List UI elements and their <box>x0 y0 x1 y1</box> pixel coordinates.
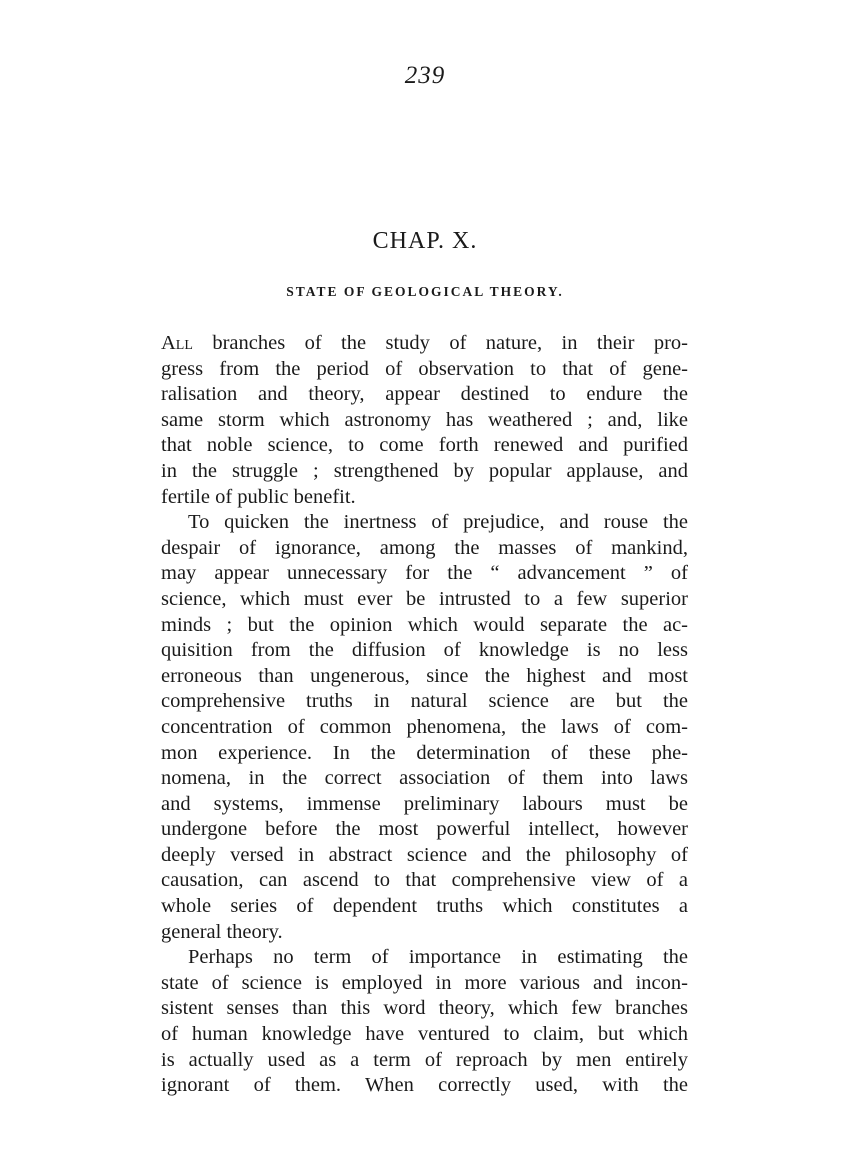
text-line: whole series of dependent truths which constitutes a <box>161 895 688 918</box>
paragraph-2 <box>161 510 688 945</box>
body-text <box>161 331 688 1099</box>
text-line: undergone before the most powerful intellect, however <box>161 818 688 841</box>
text-line: despair of ignorance, among the masses of mankind, <box>161 536 688 559</box>
drop-word: All <box>161 332 193 354</box>
text-line: Perhaps no term of importance in estimating the <box>188 946 688 969</box>
text-line: fertile of public benefit. <box>161 485 356 508</box>
text-line: To quicken the inertness of prejudice, and rouse the <box>188 511 688 534</box>
text-line: ralisation and theory, appear destined to endure the <box>161 383 688 406</box>
paragraph-3 <box>161 945 688 1099</box>
text-line: that noble science, to come forth renewed and purified <box>161 434 688 457</box>
paragraph-1 <box>161 331 688 510</box>
text-line: concentration of common phenomena, the laws of com- <box>161 715 688 738</box>
text-line: quisition from the diffusion of knowledge is no less <box>161 639 688 662</box>
text-line: general theory. <box>161 920 283 943</box>
text-line: may appear unnecessary for the “ advancement ” of <box>161 562 688 585</box>
text-line: minds ; but the opinion which would separate the ac- <box>161 613 688 636</box>
text-line: state of science is employed in more various and incon- <box>161 971 688 994</box>
text-line: nomena, in the correct association of them into laws <box>161 767 688 790</box>
text-line: comprehensive truths in natural science are but the <box>161 690 688 713</box>
chapter-title: CHAP. X. <box>372 228 478 254</box>
text-line: mon experience. In the determination of these phe- <box>161 741 688 764</box>
text-line: ignorant of them. When correctly used, with the <box>161 1074 688 1097</box>
text-line: science, which must ever be intrusted to a few superior <box>161 587 688 610</box>
line-rest: branches of the study of nature, in their pro- <box>192 332 688 354</box>
text-line: and systems, immense preliminary labours must be <box>161 792 688 815</box>
text-line: erroneous than ungenerous, since the highest and most <box>161 664 688 687</box>
text-line: in the struggle ; strengthened by popular applause, and <box>161 459 688 482</box>
text-line: is actually used as a term of reproach by men entirely <box>161 1048 688 1071</box>
chapter-subtitle: STATE OF GEOLOGICAL THEORY. <box>286 284 564 299</box>
text-line: deeply versed in abstract science and the philosophy of <box>161 843 688 866</box>
text-line: causation, can ascend to that comprehensive view of a <box>161 869 688 892</box>
text-line: of human knowledge have ventured to claim, but which <box>161 1023 688 1046</box>
text-line: sistent senses than this word theory, which few branches <box>161 997 688 1020</box>
text-line <box>161 331 688 357</box>
page-number: 239 <box>404 62 446 89</box>
text-line: same storm which astronomy has weathered ; and, like <box>161 408 688 431</box>
text-line: gress from the period of observation to that of gene- <box>161 357 688 380</box>
